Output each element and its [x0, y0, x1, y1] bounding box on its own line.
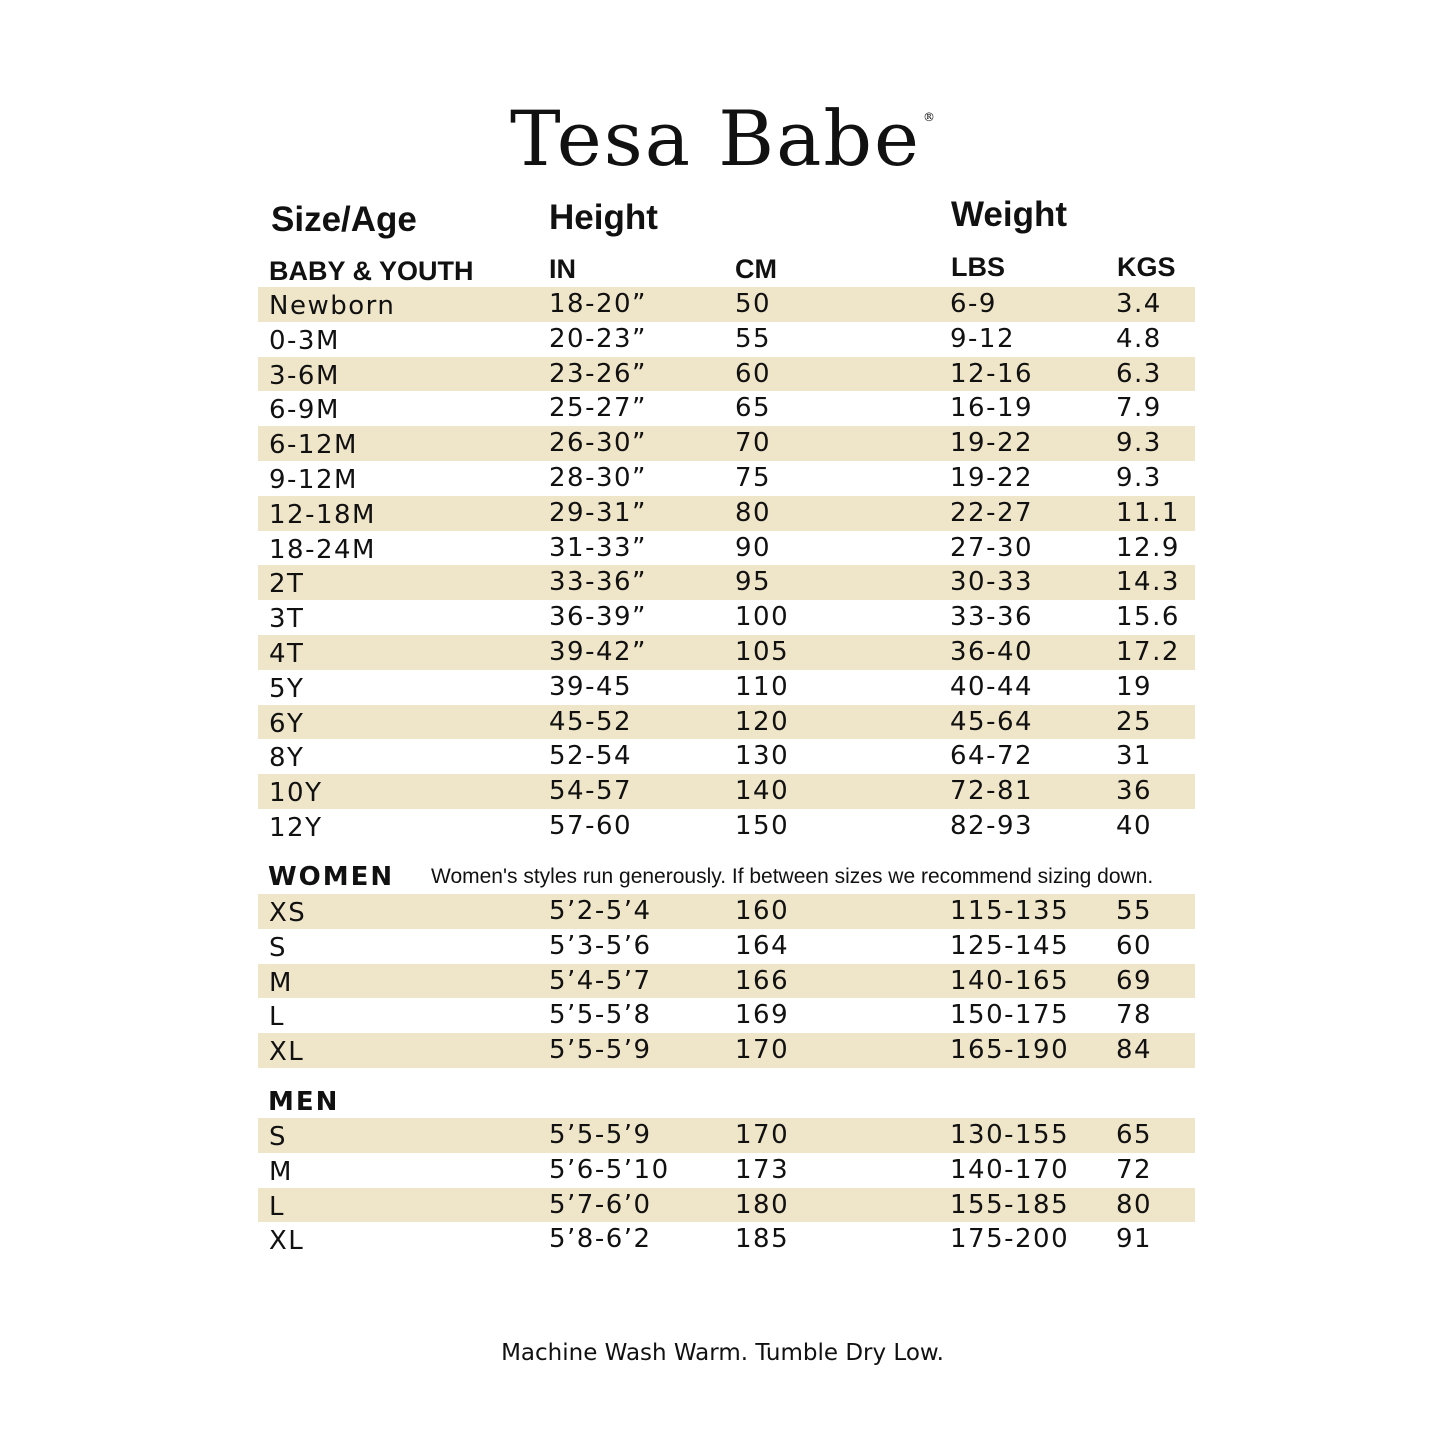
height-in-cell: 29-31” — [549, 497, 648, 528]
table-row — [258, 287, 1195, 322]
women-section-label: WOMEN — [268, 862, 395, 892]
height-cm-cell: 180 — [735, 1189, 790, 1220]
weight-lbs-cell: 165-190 — [950, 1035, 1070, 1066]
height-in-cell: 39-42” — [549, 636, 648, 667]
height-cm-cell: 160 — [735, 896, 790, 926]
table-row — [258, 322, 1195, 357]
height-cm-cell: 169 — [735, 1000, 790, 1031]
weight-lbs-cell: 16-19 — [950, 393, 1034, 424]
table-row — [258, 998, 1195, 1033]
height-cm-cell: 50 — [735, 289, 772, 319]
brand-logo — [0, 62, 1445, 194]
registered-mark: ® — [923, 110, 936, 124]
women-size-note: Women's styles run generously. If between sizes we recommend sizing down. — [431, 865, 1154, 888]
weight-kgs-cell: 55 — [1116, 896, 1153, 926]
height-in-cell: 5’7-6’0 — [549, 1189, 652, 1220]
height-in-cell: 5’5-5’9 — [549, 1120, 652, 1150]
weight-lbs-cell: 33-36 — [950, 602, 1034, 633]
table-row — [258, 1033, 1195, 1068]
size-cell: 9-12M — [269, 464, 358, 495]
height-cm-cell: 65 — [735, 393, 772, 424]
size-cell: L — [269, 1191, 285, 1222]
height-in-cell: 33-36” — [549, 567, 648, 598]
weight-lbs-cell: 30-33 — [950, 567, 1034, 598]
weight-kgs-cell: 19 — [1116, 671, 1153, 702]
weight-lbs-cell: 155-185 — [950, 1189, 1070, 1220]
height-in-cell: 26-30” — [549, 428, 648, 459]
height-in-cell: 31-33” — [549, 532, 648, 563]
height-in-cell: 5’4-5’7 — [549, 965, 652, 996]
weight-lbs-cell: 40-44 — [950, 671, 1034, 702]
weight-kgs-cell: 80 — [1116, 1189, 1153, 1220]
weight-lbs-cell: 140-170 — [950, 1154, 1070, 1185]
size-cell: 18-24M — [269, 534, 376, 565]
height-cm-cell: 170 — [735, 1120, 790, 1150]
subheader-baby-youth: BABY & YOUTH — [269, 256, 474, 286]
height-cm-cell: 60 — [735, 358, 772, 389]
subheader-lbs: LBS — [951, 252, 1005, 282]
weight-kgs-cell: 69 — [1116, 965, 1153, 996]
table-row — [258, 894, 1195, 929]
height-in-cell: 25-27” — [549, 393, 648, 424]
table-row — [258, 635, 1195, 670]
table-row — [258, 391, 1195, 426]
weight-kgs-cell: 3.4 — [1116, 289, 1162, 319]
height-cm-cell: 105 — [735, 636, 790, 667]
table-row — [258, 461, 1195, 496]
men-table — [258, 1118, 1195, 1257]
size-cell: XL — [269, 1037, 305, 1068]
weight-lbs-cell: 6-9 — [950, 289, 997, 319]
height-in-cell: 5’3-5’6 — [549, 930, 652, 961]
weight-kgs-cell: 14.3 — [1116, 567, 1180, 598]
size-cell: 6-9M — [269, 395, 340, 426]
weight-kgs-cell: 7.9 — [1116, 393, 1162, 424]
brand-name: Tesa Babe — [509, 94, 922, 183]
size-cell: Newborn — [269, 291, 396, 321]
size-cell: 12-18M — [269, 499, 376, 530]
weight-kgs-cell: 15.6 — [1116, 602, 1180, 633]
weight-kgs-cell: 91 — [1116, 1224, 1153, 1255]
weight-lbs-cell: 22-27 — [950, 497, 1034, 528]
care-instructions: Machine Wash Warm. Tumble Dry Low. — [501, 1340, 944, 1366]
header-height: Height — [549, 198, 658, 237]
size-cell: XL — [269, 1226, 305, 1257]
height-cm-cell: 140 — [735, 776, 790, 807]
weight-kgs-cell: 65 — [1116, 1120, 1153, 1150]
height-in-cell: 5’5-5’9 — [549, 1035, 652, 1066]
height-cm-cell: 100 — [735, 602, 790, 633]
height-in-cell: 54-57 — [549, 776, 633, 807]
table-row — [258, 739, 1195, 774]
size-cell: S — [269, 1122, 288, 1152]
height-cm-cell: 95 — [735, 567, 772, 598]
weight-kgs-cell: 25 — [1116, 706, 1153, 737]
size-cell: M — [269, 967, 293, 998]
table-row — [258, 1222, 1195, 1257]
size-cell: 2T — [269, 569, 305, 600]
height-in-cell: 36-39” — [549, 602, 648, 633]
table-row — [258, 670, 1195, 705]
table-row — [258, 929, 1195, 964]
size-cell: 12Y — [269, 812, 323, 843]
height-cm-cell: 130 — [735, 741, 790, 772]
size-cell: L — [269, 1002, 285, 1033]
height-cm-cell: 170 — [735, 1035, 790, 1066]
weight-kgs-cell: 72 — [1116, 1154, 1153, 1185]
weight-kgs-cell: 40 — [1116, 810, 1153, 841]
height-cm-cell: 164 — [735, 930, 790, 961]
weight-lbs-cell: 175-200 — [950, 1224, 1070, 1255]
height-in-cell: 18-20” — [549, 289, 648, 319]
size-cell: 6Y — [269, 708, 305, 739]
height-cm-cell: 90 — [735, 532, 772, 563]
weight-kgs-cell: 6.3 — [1116, 358, 1162, 389]
height-in-cell: 45-52 — [549, 706, 633, 737]
weight-kgs-cell: 9.3 — [1116, 462, 1162, 493]
subheader-kgs: KGS — [1117, 252, 1176, 282]
weight-kgs-cell: 9.3 — [1116, 428, 1162, 459]
weight-lbs-cell: 125-145 — [950, 930, 1070, 961]
subheader-cm: CM — [735, 254, 777, 284]
table-row — [258, 1153, 1195, 1188]
size-cell: 0-3M — [269, 325, 340, 356]
table-row — [258, 426, 1195, 461]
height-in-cell: 28-30” — [549, 462, 648, 493]
weight-lbs-cell: 36-40 — [950, 636, 1034, 667]
height-in-cell: 52-54 — [549, 741, 633, 772]
size-cell: 6-12M — [269, 430, 358, 461]
height-cm-cell: 166 — [735, 965, 790, 996]
weight-kgs-cell: 12.9 — [1116, 532, 1180, 563]
weight-kgs-cell: 36 — [1116, 776, 1153, 807]
weight-kgs-cell: 17.2 — [1116, 636, 1180, 667]
height-cm-cell: 80 — [735, 497, 772, 528]
weight-kgs-cell: 11.1 — [1116, 497, 1180, 528]
height-cm-cell: 173 — [735, 1154, 790, 1185]
table-row — [258, 1188, 1195, 1223]
size-cell: XS — [269, 898, 307, 928]
table-row — [258, 531, 1195, 566]
size-cell: 4T — [269, 638, 305, 669]
height-cm-cell: 120 — [735, 706, 790, 737]
height-in-cell: 23-26” — [549, 358, 648, 389]
height-in-cell: 5’5-5’8 — [549, 1000, 652, 1031]
weight-lbs-cell: 9-12 — [950, 323, 1016, 354]
height-cm-cell: 110 — [735, 671, 790, 702]
table-row — [258, 809, 1195, 844]
table-row — [258, 774, 1195, 809]
size-cell: M — [269, 1156, 293, 1187]
men-section-label: MEN — [268, 1087, 340, 1117]
height-in-cell: 20-23” — [549, 323, 648, 354]
size-cell: 5Y — [269, 673, 305, 704]
height-in-cell: 57-60 — [549, 810, 633, 841]
weight-lbs-cell: 45-64 — [950, 706, 1034, 737]
size-cell: 3-6M — [269, 360, 340, 391]
weight-lbs-cell: 150-175 — [950, 1000, 1070, 1031]
table-row — [258, 1118, 1195, 1153]
weight-lbs-cell: 64-72 — [950, 741, 1034, 772]
weight-lbs-cell: 12-16 — [950, 358, 1034, 389]
table-row — [258, 600, 1195, 635]
height-in-cell: 5’6-5’10 — [549, 1154, 670, 1185]
weight-kgs-cell: 78 — [1116, 1000, 1153, 1031]
header-size-age: Size/Age — [271, 200, 417, 239]
height-in-cell: 5’2-5’4 — [549, 896, 652, 926]
weight-kgs-cell: 60 — [1116, 930, 1153, 961]
height-in-cell: 39-45 — [549, 671, 633, 702]
weight-lbs-cell: 19-22 — [950, 428, 1034, 459]
weight-lbs-cell: 115-135 — [950, 896, 1070, 926]
table-row — [258, 496, 1195, 531]
table-row — [258, 357, 1195, 392]
weight-kgs-cell: 84 — [1116, 1035, 1153, 1066]
weight-kgs-cell: 31 — [1116, 741, 1153, 772]
table-row — [258, 565, 1195, 600]
height-cm-cell: 185 — [735, 1224, 790, 1255]
weight-lbs-cell: 19-22 — [950, 462, 1034, 493]
size-cell: 10Y — [269, 778, 323, 809]
weight-lbs-cell: 72-81 — [950, 776, 1034, 807]
height-cm-cell: 70 — [735, 428, 772, 459]
weight-lbs-cell: 140-165 — [950, 965, 1070, 996]
size-cell: 8Y — [269, 743, 305, 774]
table-row — [258, 705, 1195, 740]
weight-lbs-cell: 82-93 — [950, 810, 1034, 841]
table-row — [258, 964, 1195, 999]
height-cm-cell: 75 — [735, 462, 772, 493]
weight-lbs-cell: 27-30 — [950, 532, 1034, 563]
header-weight: Weight — [951, 195, 1068, 234]
baby-youth-table — [258, 287, 1195, 844]
size-cell: S — [269, 932, 288, 963]
subheader-in: IN — [549, 254, 576, 284]
women-table — [258, 894, 1195, 1068]
height-in-cell: 5’8-6’2 — [549, 1224, 652, 1255]
weight-kgs-cell: 4.8 — [1116, 323, 1162, 354]
height-cm-cell: 150 — [735, 810, 790, 841]
weight-lbs-cell: 130-155 — [950, 1120, 1070, 1150]
height-cm-cell: 55 — [735, 323, 772, 354]
size-cell: 3T — [269, 604, 305, 635]
